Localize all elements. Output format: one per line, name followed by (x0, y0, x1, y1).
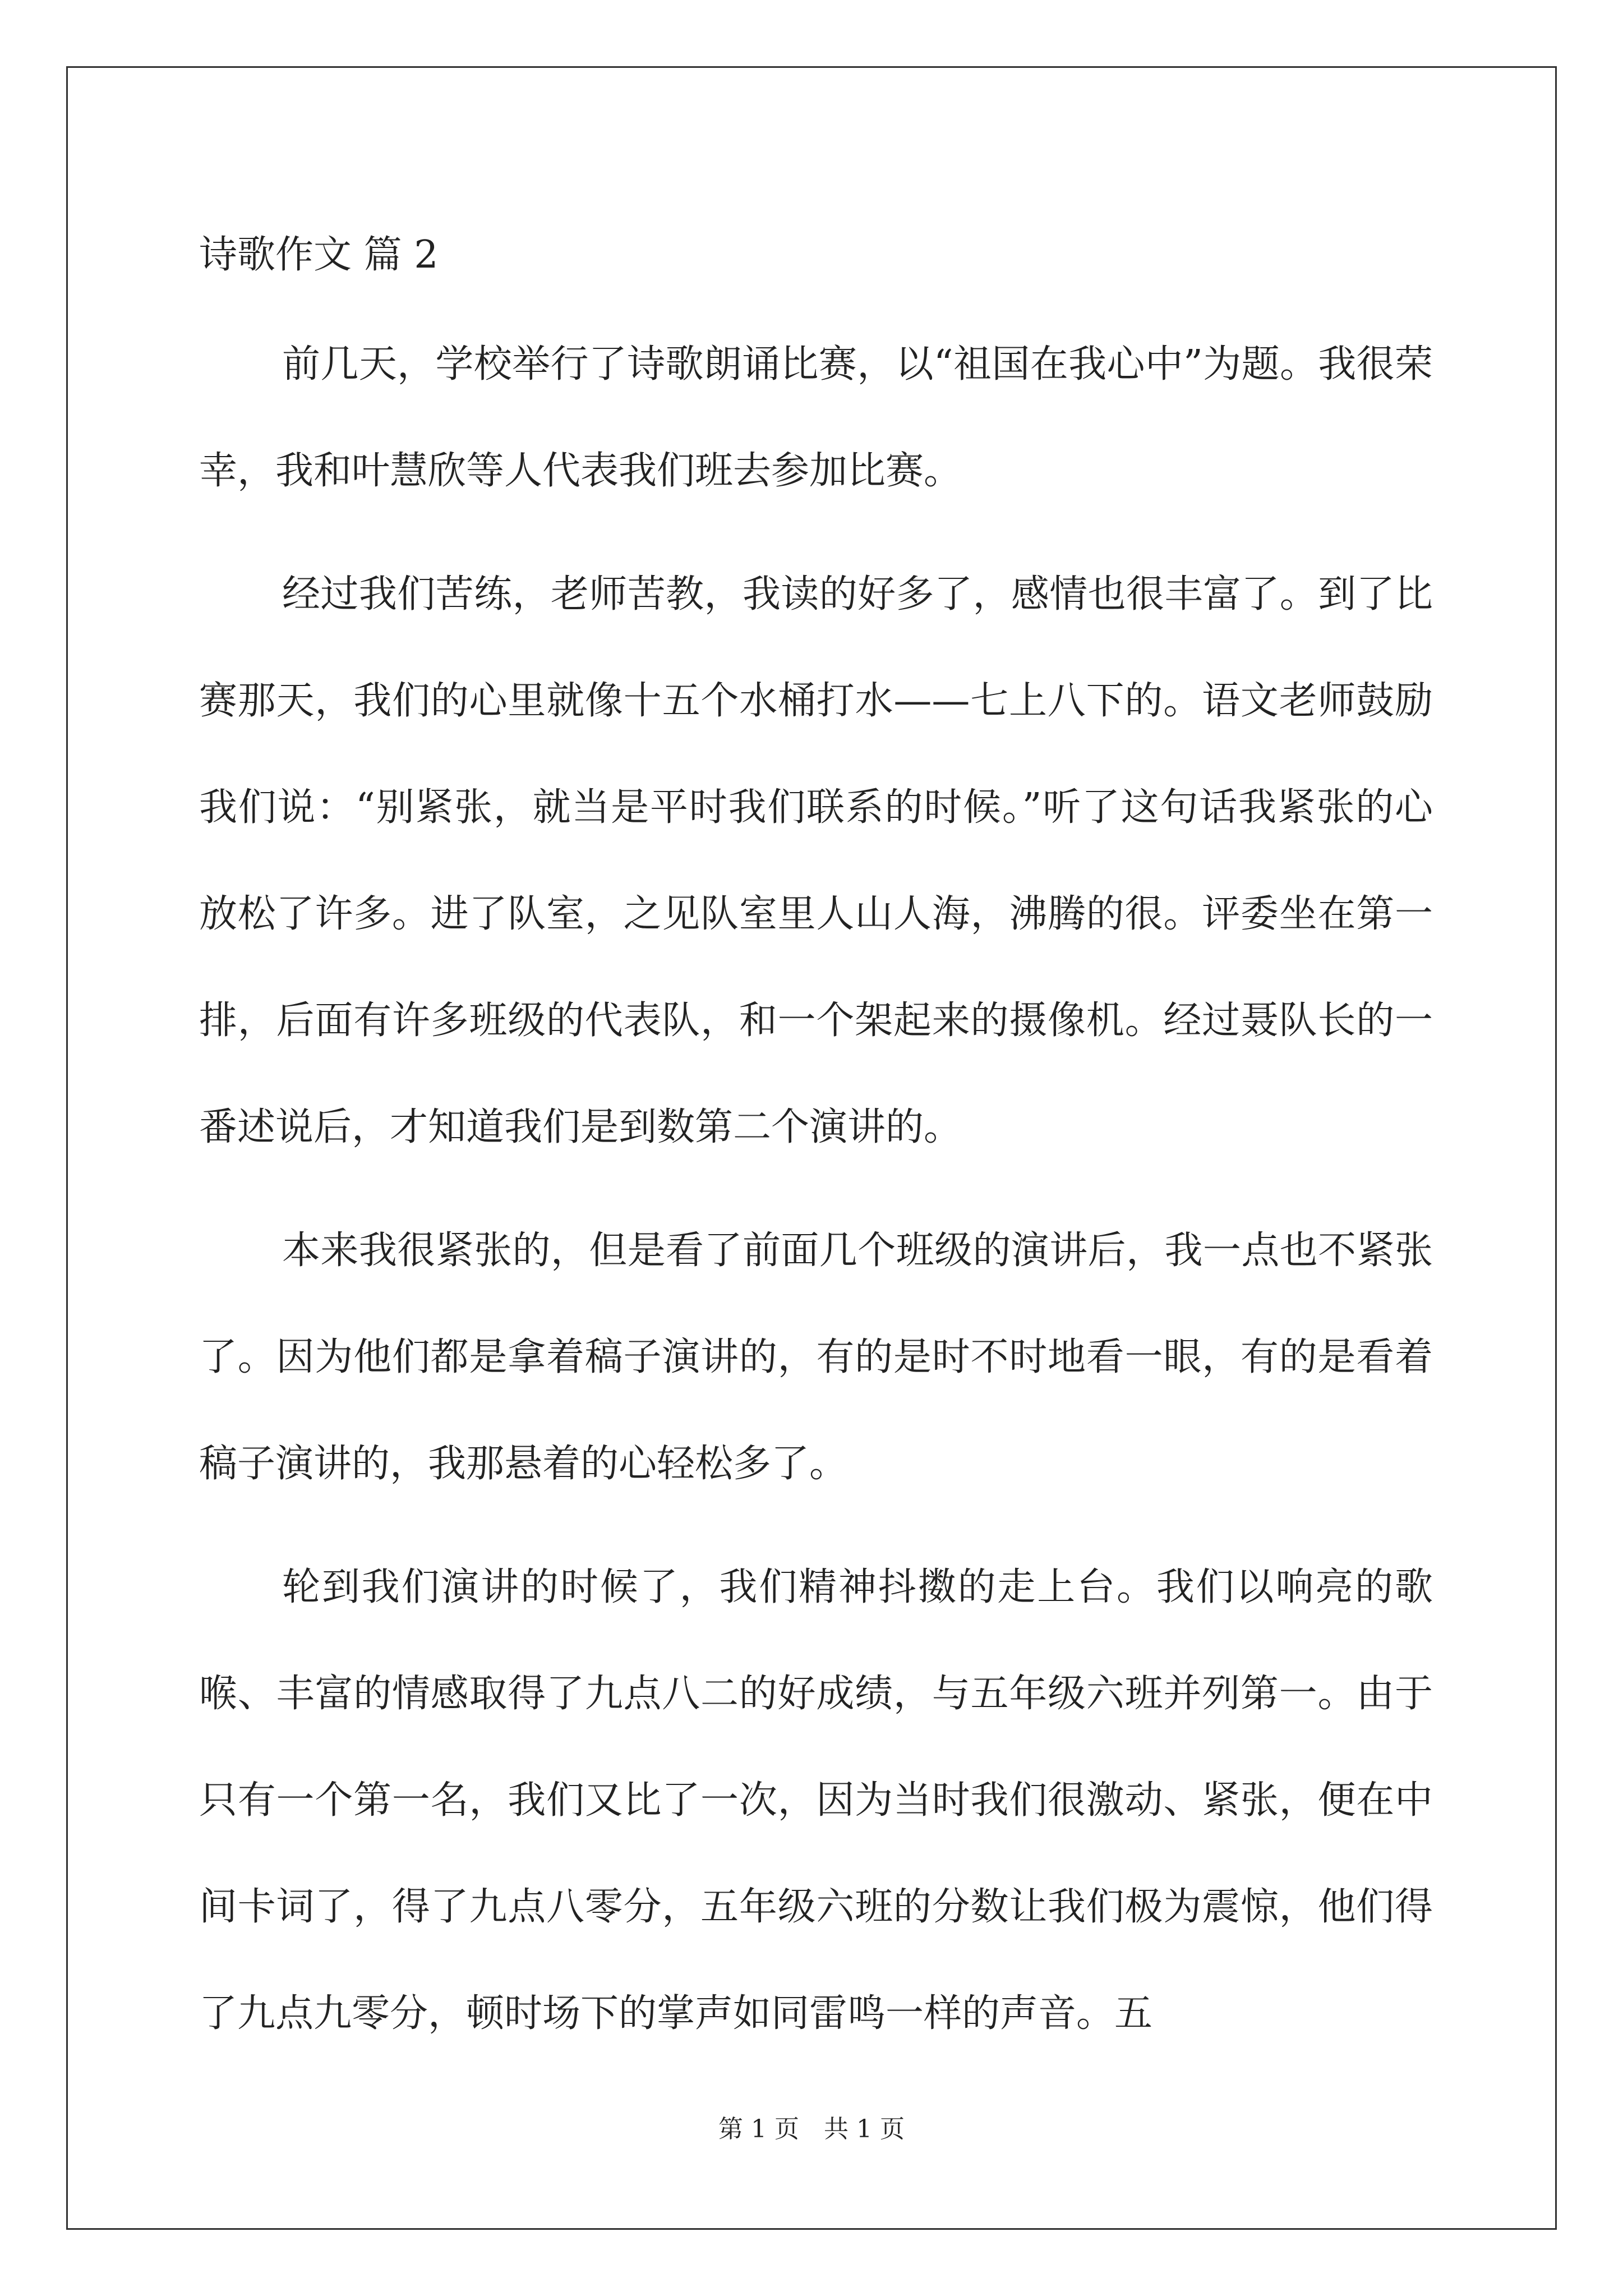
paragraph-2: 经过我们苦练，老师苦教，我读的好多了，感情也很丰富了。到了比赛那天，我们的心里就像十五个水桶打水——七上八下的。语文老师鼓励我们说：“别紧张，就当是平时我们联系的时候。”听了这句话我紧张的心放松了许多。进了队室，之见队室里人山人海，沸腾的很。评委坐在第一排，后面有许多班级的代表队，和一个架起来的摄像机。经过聂队长的一番述说后，才知道我们是到数第二个演讲的。 (199, 572, 1433, 1149)
page-number: 第 1 页 共 1 页 (718, 2115, 905, 2143)
document-body (199, 216, 1433, 2067)
paragraph-1: 前几天，学校举行了诗歌朗诵比赛，以“祖国在我心中”为题。我很荣幸，我和叶慧欣等人代表我们班去参加比赛。 (199, 342, 1433, 493)
paragraph-3: 本来我很紧张的，但是看了前面几个班级的演讲后，我一点也不紧张了。因为他们都是拿着稿子演讲的，有的是时不时地看一眼，有的是看着稿子演讲的，我那悬着的心轻松多了。 (199, 1228, 1433, 1486)
paragraph-4: 轮到我们演讲的时候了，我们精神抖擞的走上台。我们以响亮的歌喉、丰富的情感取得了九点八二的好成绩，与五年级六班并列第一。由于只有一个第一名，我们又比了一次，因为当时我们很激动、紧张，便在中间卡词了，得了九点八零分，五年级六班的分数让我们极为震惊，他们得了九点九零分，顿时场下的掌声如同雷鸣一样的声音。五 (199, 1565, 1433, 2036)
document-title: 诗歌作文 篇 2 (199, 233, 439, 277)
